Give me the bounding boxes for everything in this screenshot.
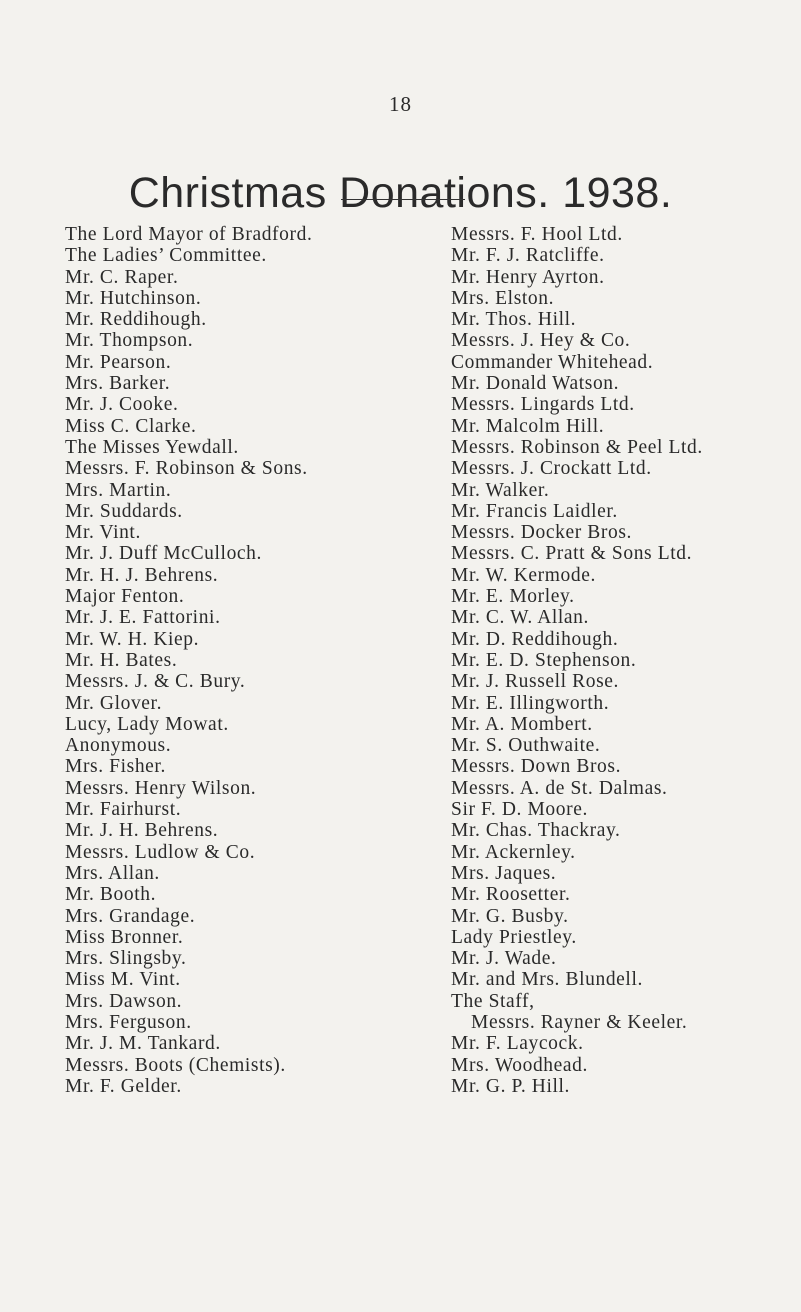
donor-entry: Mr. Pearson.: [65, 351, 172, 373]
donor-entry: Mr. G. P. Hill.: [451, 1075, 570, 1097]
donor-entry: Mrs. Jaques.: [451, 862, 557, 884]
donor-entry: Messrs. Rayner & Keeler.: [471, 1011, 688, 1033]
donor-entry: Mr. Fairhurst.: [65, 799, 182, 821]
donor-entry: Messrs. Ludlow & Co.: [65, 841, 256, 863]
donor-entry: Miss Bronner.: [65, 926, 184, 948]
donor-entry: The Lord Mayor of Bradford.: [65, 224, 313, 245]
donor-entry: Mr. F. Gelder.: [65, 1075, 182, 1097]
donor-entry: Mrs. Grandage.: [65, 905, 196, 927]
donor-entry: Mrs. Ferguson.: [65, 1011, 192, 1033]
donor-entry: Mr. J. Russell Rose.: [451, 671, 620, 693]
donor-entry: Mr. F. J. Ratcliffe.: [451, 245, 605, 267]
donor-entry: Lady Priestley.: [451, 926, 577, 948]
donor-entry: Mr. C. Raper.: [65, 266, 179, 288]
donor-entry: Mr. Donald Watson.: [451, 373, 620, 395]
donor-entry: Mr. E. Morley.: [451, 586, 575, 608]
donor-entry: Mr. Chas. Thackray.: [451, 820, 621, 842]
donor-entry: Mr. J. M. Tankard.: [65, 1033, 221, 1055]
donor-entry: Mr. E. D. Stephenson.: [451, 649, 637, 671]
donor-entry: Mr. H. Bates.: [65, 649, 178, 671]
donor-entry: Mrs. Fisher.: [65, 756, 166, 778]
page-number: 18: [389, 92, 412, 116]
donor-list-left: [65, 224, 312, 1097]
donor-entry: Mr. Malcolm Hill.: [451, 415, 605, 437]
donor-entry: Messrs. J. Hey & Co.: [451, 330, 631, 352]
title-rule: [341, 199, 465, 200]
donor-entry: The Ladies’ Committee.: [65, 245, 267, 267]
donor-entry: Messrs. Boots (Chemists).: [65, 1054, 286, 1076]
donor-entry: Mr. F. Laycock.: [451, 1033, 584, 1055]
donor-entry: Messrs. J. Crockatt Ltd.: [451, 458, 652, 480]
donor-entry: Mr. S. Outhwaite.: [451, 735, 601, 757]
donor-entry: Mr. J. Cooke.: [65, 394, 179, 416]
donor-entry: Mrs. Barker.: [65, 373, 171, 395]
donor-entry: Mrs. Slingsby.: [65, 948, 187, 970]
donor-entry: Messrs. J. & C. Bury.: [65, 671, 246, 693]
donor-entry: Mr. Ackernley.: [451, 841, 576, 863]
donor-entry: Mr. Thos. Hill.: [451, 309, 577, 331]
donor-entry: Mr. Thompson.: [65, 330, 194, 352]
donor-entry: Mr. J. Duff McCulloch.: [65, 543, 263, 565]
donor-entry: Mr. G. Busby.: [451, 905, 569, 927]
donor-entry: Messrs. Docker Bros.: [451, 522, 632, 544]
donor-entry: Messrs. F. Hool Ltd.: [451, 224, 623, 245]
donor-entry: Mr. J. Wade.: [451, 948, 557, 970]
donor-entry: Mr. Reddihough.: [65, 309, 207, 331]
donor-entry: Mr. J. E. Fattorini.: [65, 607, 221, 629]
donor-entry: Anonymous.: [65, 735, 172, 757]
donor-entry: Commander Whitehead.: [451, 351, 654, 373]
donor-entry: Mr. H. J. Behrens.: [65, 564, 219, 586]
donor-entry: Mr. A. Mombert.: [451, 713, 593, 735]
donor-entry: Mr. W. H. Kiep.: [65, 628, 200, 650]
donor-entry: Mr. Walker.: [451, 479, 550, 501]
donor-entry: The Misses Yewdall.: [65, 436, 239, 458]
donor-entry: Mr. Suddards.: [65, 500, 183, 522]
donor-entry: Mr. Roosetter.: [451, 884, 571, 906]
donor-entry: Mrs. Martin.: [65, 479, 172, 501]
donor-entry: Mr. W. Kermode.: [451, 564, 596, 586]
donor-entry: Mrs. Woodhead.: [451, 1054, 588, 1076]
donor-entry: Messrs. A. de St. Dalmas.: [451, 777, 668, 799]
donor-entry: Mrs. Allan.: [65, 862, 160, 884]
donor-entry: Mr. Henry Ayrton.: [451, 266, 605, 288]
donor-entry: Mr. J. H. Behrens.: [65, 820, 219, 842]
donor-entry: Mr. Francis Laidler.: [451, 500, 618, 522]
donor-entry: Mr. D. Reddihough.: [451, 628, 619, 650]
donor-entry: Major Fenton.: [65, 586, 185, 608]
donor-entry: Mrs. Elston.: [451, 287, 555, 309]
donor-entry: Messrs. C. Pratt & Sons Ltd.: [451, 543, 693, 565]
donor-list-right: [451, 224, 703, 1097]
donor-entry: Mr. E. Illingworth.: [451, 692, 610, 714]
donor-entry: Mr. Glover.: [65, 692, 163, 714]
donor-entry: Mr. C. W. Allan.: [451, 607, 589, 629]
donor-entry: Lucy, Lady Mowat.: [65, 713, 229, 735]
donor-entry: Messrs. Henry Wilson.: [65, 777, 257, 799]
donor-entry: Mr. and Mrs. Blundell.: [451, 969, 643, 991]
donor-entry: Miss C. Clarke.: [65, 415, 197, 437]
donor-entry: Mr. Booth.: [65, 884, 157, 906]
page-title: Christmas Donations. 1938.: [128, 168, 673, 217]
donor-entry: Messrs. Down Bros.: [451, 756, 622, 778]
donor-entry: Mrs. Dawson.: [65, 990, 183, 1012]
donor-entry: Mr. Hutchinson.: [65, 287, 202, 309]
donor-entry: Sir F. D. Moore.: [451, 799, 588, 821]
donor-entry: Messrs. Robinson & Peel Ltd.: [451, 436, 703, 458]
donor-entry: Messrs. F. Robinson & Sons.: [65, 458, 308, 480]
donor-entry: The Staff,: [451, 990, 535, 1012]
donor-entry: Miss M. Vint.: [65, 969, 181, 991]
donor-entry: Messrs. Lingards Ltd.: [451, 394, 635, 416]
donor-entry: Mr. Vint.: [65, 522, 141, 544]
